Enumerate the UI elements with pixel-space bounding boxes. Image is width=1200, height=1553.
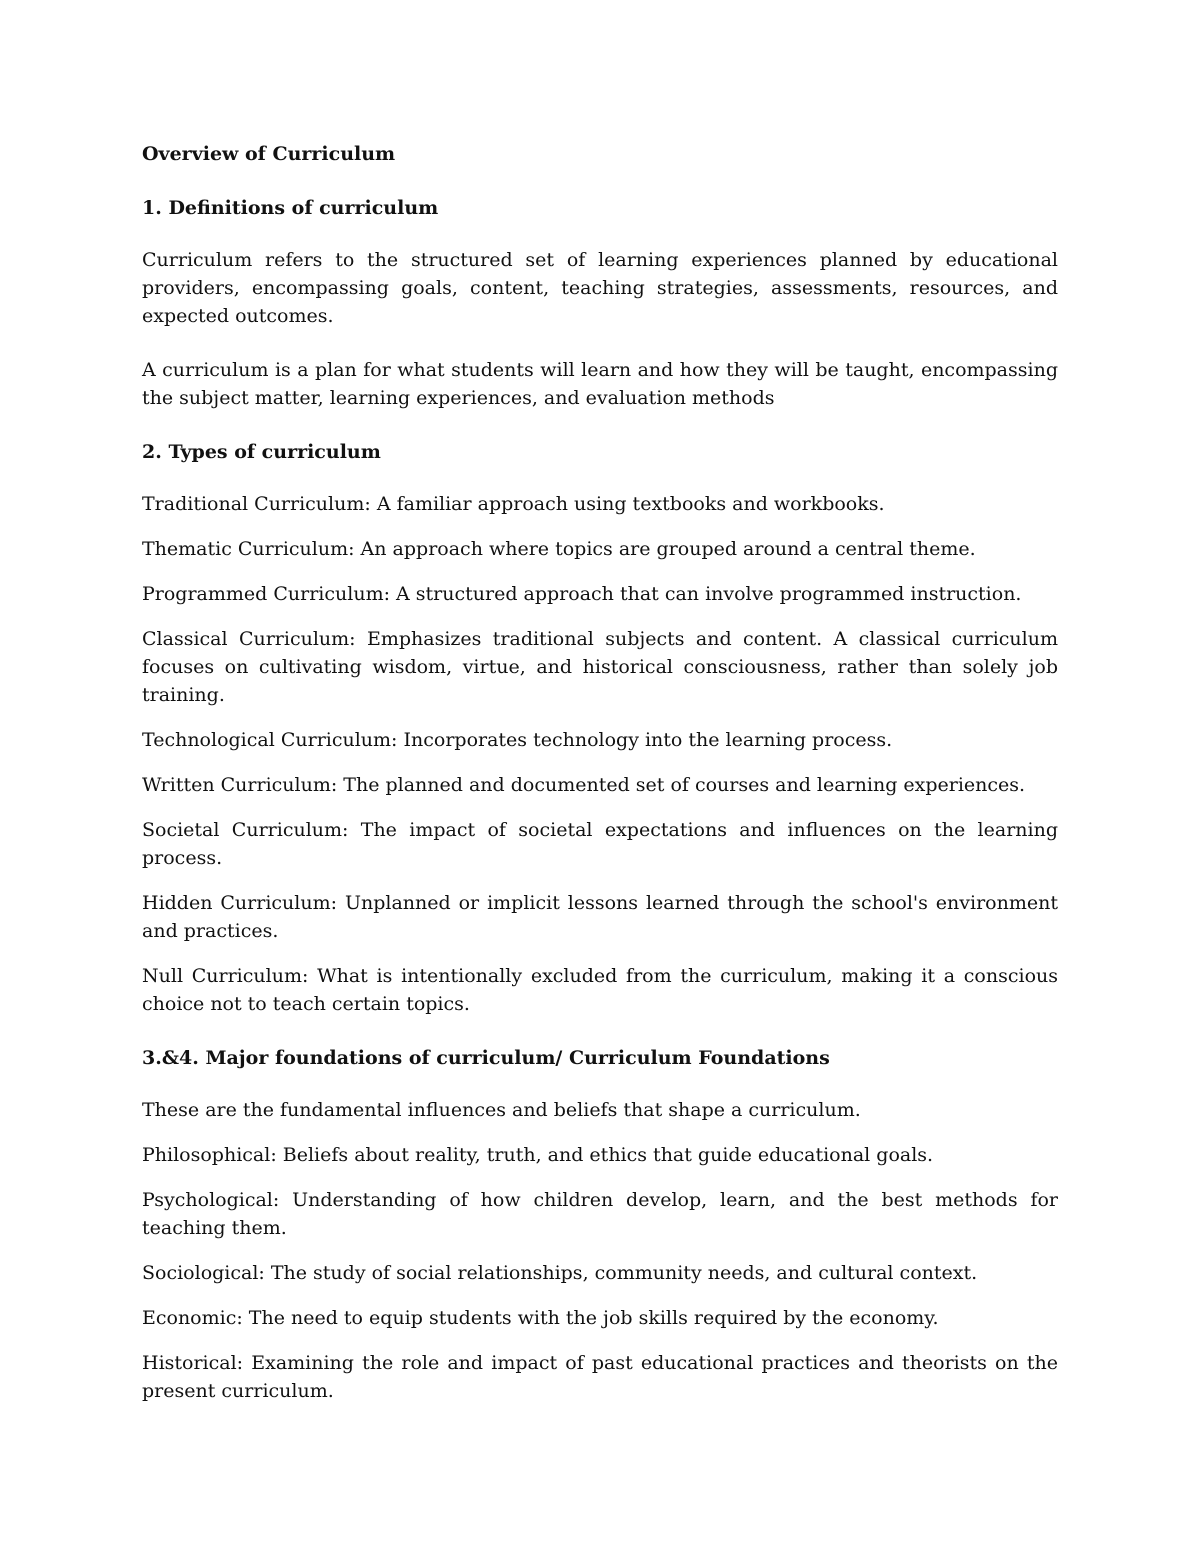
paragraph: Thematic Curriculum: An approach where topics are grouped around a central theme. xyxy=(142,538,976,560)
document-title: Overview of Curriculum xyxy=(142,143,396,165)
paragraph: Traditional Curriculum: A familiar approach using textbooks and workbooks. xyxy=(142,493,885,515)
paragraph: Hidden Curriculum: Unplanned or implicit lessons learned through the school's environment and practices. xyxy=(142,892,1058,942)
paragraph: Programmed Curriculum: A structured approach that can involve programmed instruction. xyxy=(142,583,1022,605)
paragraph: Sociological: The study of social relationships, community needs, and cultural context. xyxy=(142,1262,978,1284)
document-page xyxy=(142,140,1058,1405)
section-heading-foundations: 3.&4. Major foundations of curriculum/ Curriculum Foundations xyxy=(142,1047,830,1069)
paragraph: Null Curriculum: What is intentionally excluded from the curriculum, making it a conscious choice not to teach certain topics. xyxy=(142,965,1058,1015)
paragraph: Psychological: Understanding of how children develop, learn, and the best methods for teaching them. xyxy=(142,1189,1058,1239)
paragraph: Economic: The need to equip students with the job skills required by the economy. xyxy=(142,1307,939,1329)
paragraph: Classical Curriculum: Emphasizes traditional subjects and content. A classical curriculum focuses on cultivating wisdom, virtue, and historical consciousness, rather than solely job training. xyxy=(142,628,1058,706)
paragraph: Technological Curriculum: Incorporates technology into the learning process. xyxy=(142,729,893,751)
paragraph: Historical: Examining the role and impact of past educational practices and theorists on the present curriculum. xyxy=(142,1352,1058,1402)
paragraph: Societal Curriculum: The impact of societal expectations and influences on the learning process. xyxy=(142,819,1058,869)
paragraph: Written Curriculum: The planned and documented set of courses and learning experiences. xyxy=(142,774,1026,796)
paragraph: These are the fundamental influences and beliefs that shape a curriculum. xyxy=(142,1099,861,1121)
section-heading-definitions: 1. Definitions of curriculum xyxy=(142,197,439,219)
section-heading-types: 2. Types of curriculum xyxy=(142,441,381,463)
paragraph: Philosophical: Beliefs about reality, truth, and ethics that guide educational goals. xyxy=(142,1144,934,1166)
paragraph: Curriculum refers to the structured set of learning experiences planned by educational providers, encompassing goals, content, teaching strategies, assessments, resources, and expected outcomes. xyxy=(142,249,1058,327)
paragraph: A curriculum is a plan for what students will learn and how they will be taught, encompassing the subject matter, learning experiences, and evaluation methods xyxy=(142,359,1058,409)
